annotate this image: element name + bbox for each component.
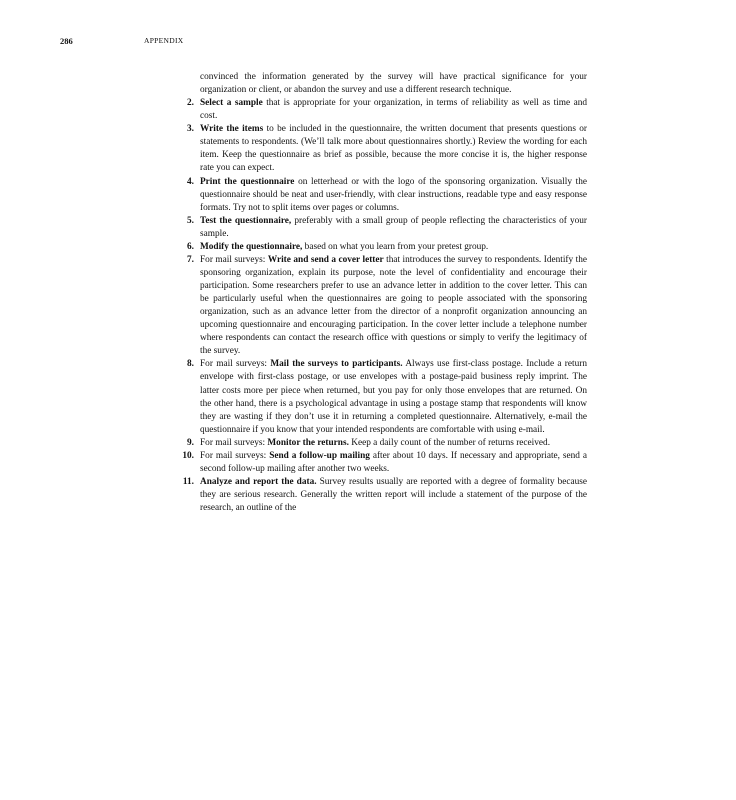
list-item	[166, 476, 587, 515]
list-item	[166, 254, 587, 359]
list-item-prefix: For mail surveys:	[200, 254, 268, 265]
list-item-number: 11.	[182, 476, 194, 487]
list-item-number: 8.	[187, 359, 194, 370]
list-item-text: Keep a daily count of the number of returns received.	[348, 437, 551, 448]
list-item	[166, 123, 587, 175]
list-item-heading: Print the questionnaire	[200, 176, 295, 187]
list-item	[166, 241, 587, 254]
list-item-text: that is appropriate for your organization, in terms of reliability as well as time and cost.	[200, 98, 587, 122]
page-number: 286	[60, 36, 73, 46]
list-item-heading: Write and send a cover letter	[267, 254, 384, 265]
list-item-heading: Monitor the returns.	[267, 437, 349, 448]
list-item-heading: Modify the questionnaire,	[200, 241, 303, 252]
numbered-list	[166, 97, 587, 515]
list-item-heading: Send a follow-up mailing	[269, 450, 370, 461]
list-item-prefix: For mail surveys:	[200, 437, 268, 448]
list-item-number: 7.	[187, 254, 194, 265]
list-item-number: 2.	[187, 98, 194, 109]
list-item-heading: Select a sample	[200, 98, 263, 109]
list-item-text: preferably with a small group of people reflecting the characteristics of your sample.	[200, 215, 587, 239]
list-item-text: after about 10 days. If necessary and appropriate, send a second follow-up mailing after another two weeks.	[200, 450, 587, 474]
list-item-number: 10.	[182, 450, 194, 461]
running-head: APPENDIX	[144, 36, 184, 45]
list-item-number: 6.	[187, 241, 194, 252]
list-item-text: on letterhead or with the logo of the sponsoring organization. Visually the questionnaire should be neat and user-friendly, with clear instructions, readable type and easy response formats. Try not to split items over pages or columns.	[200, 176, 587, 213]
list-item-heading: Mail the surveys to participants.	[270, 359, 403, 370]
list-item-text: to be included in the questionnaire, the written document that presents questions or statements to respondents. (We’ll talk more about questionnaires shortly.) Review the wording for each item. Keep the questionnaire as brief as possible, because the more concise it is, the higher response rate you can expect.	[200, 124, 587, 174]
list-item-number: 5.	[187, 215, 194, 226]
list-item-number: 4.	[187, 176, 194, 187]
list-item	[166, 437, 587, 450]
list-item	[166, 97, 587, 123]
body-text	[166, 71, 587, 515]
list-item-text: based on what you learn from your pretest group.	[302, 241, 489, 252]
list-item	[166, 215, 587, 241]
list-item-prefix: For mail surveys:	[200, 359, 271, 370]
list-item	[166, 358, 587, 436]
list-item-heading: Analyze and report the data.	[200, 476, 317, 487]
list-item-heading: Test the questionnaire,	[200, 215, 292, 226]
continuation-paragraph: convinced the information generated by the survey will have practical significance for your organization or client, or abandon the survey and use a different research technique.	[200, 72, 587, 96]
list-item-heading: Write the items	[200, 124, 264, 135]
list-item-text: that introduces the survey to respondents. Identify the sponsoring organization, explain its purpose, note the level of confidentiality and encourage their participation. Some researchers prefer to use an advance letter in addition to the cover letter. This can be particularly useful when the questionnaires are going to people associated with the sponsoring organization, such as an advance letter from the director of a nonprofit organization announcing an upcoming questionnaire and encouraging participation. In the cover letter include a telephone number where respondents can contact the research office with questions or simply to verify the legitimacy of the survey.	[200, 254, 587, 357]
list-item-text: Survey results usually are reported with a degree of formality because they are serious research. Generally the written report will include a statement of the purpose of the research, an outline of the	[200, 476, 587, 514]
page-header	[60, 36, 680, 50]
list-item-prefix: For mail surveys:	[200, 450, 270, 461]
list-item-number: 3.	[187, 124, 194, 135]
list-item-text: Always use first-class postage. Include a return envelope with first-class postage, or use envelopes with a postage-paid business reply imprint. The latter costs more per piece when returned, but you pay for only those envelopes that are returned. On the other hand, there is a psychological advantage in using a postage stamp that respondents will know they are wasting if they don’t use it in returning a completed questionnaire. Alternatively, e-mail the questionnaire if you know that your intended respondents are comfortable with using e-mail.	[200, 359, 587, 435]
list-item-number: 9.	[187, 437, 194, 448]
list-item	[166, 450, 587, 476]
list-item	[166, 176, 587, 215]
